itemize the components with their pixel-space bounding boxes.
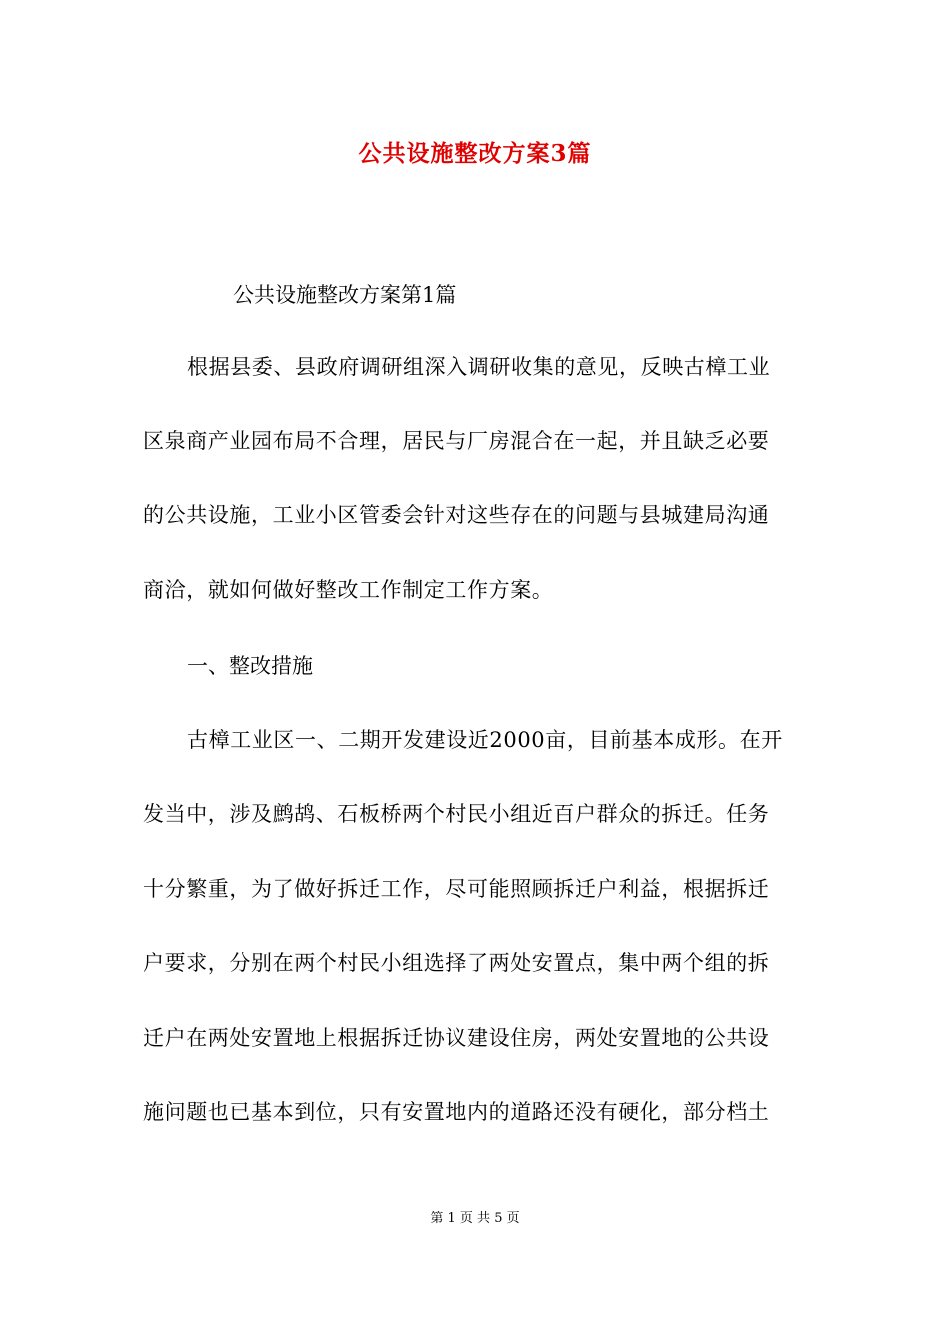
paragraph-line: 户要求，分别在两个村民小组选择了两处安置点，集中两个组的拆 [143,951,770,975]
page-footer: 第 1 页 共 5 页 [430,1211,520,1226]
paragraph-line: 根据县委、县政府调研组深入调研收集的意见，反映古樟工业 [187,355,771,379]
paragraph-line: 发当中，涉及鹧鸪、石板桥两个村民小组近百户群众的拆迁。任务 [143,802,770,826]
paragraph-line: 古樟工业区一、二期开发建设近2000亩，目前基本成形。在开 [187,728,783,752]
document-title: 公共设施整改方案3篇 [358,140,592,167]
paragraph-line: 十分繁重，为了做好拆迁工作，尽可能照顾拆迁户利益，根据拆迁 [143,877,770,901]
article-subtitle: 公共设施整改方案第1篇 [233,283,457,307]
section-heading: 一、整改措施 [187,654,313,678]
paragraph-line: 施问题也已基本到位，只有安置地内的道路还没有硬化，部分档土 [143,1100,770,1124]
paragraph-line: 迁户在两处安置地上根据拆迁协议建设住房，两处安置地的公共设 [143,1026,770,1050]
paragraph-line: 区泉商产业园布局不合理，居民与厂房混合在一起，并且缺乏必要 [143,429,770,453]
paragraph-line: 商洽，就如何做好整改工作制定工作方案。 [143,578,554,602]
paragraph-line: 的公共设施，工业小区管委会针对这些存在的问题与县城建局沟通 [143,503,770,527]
